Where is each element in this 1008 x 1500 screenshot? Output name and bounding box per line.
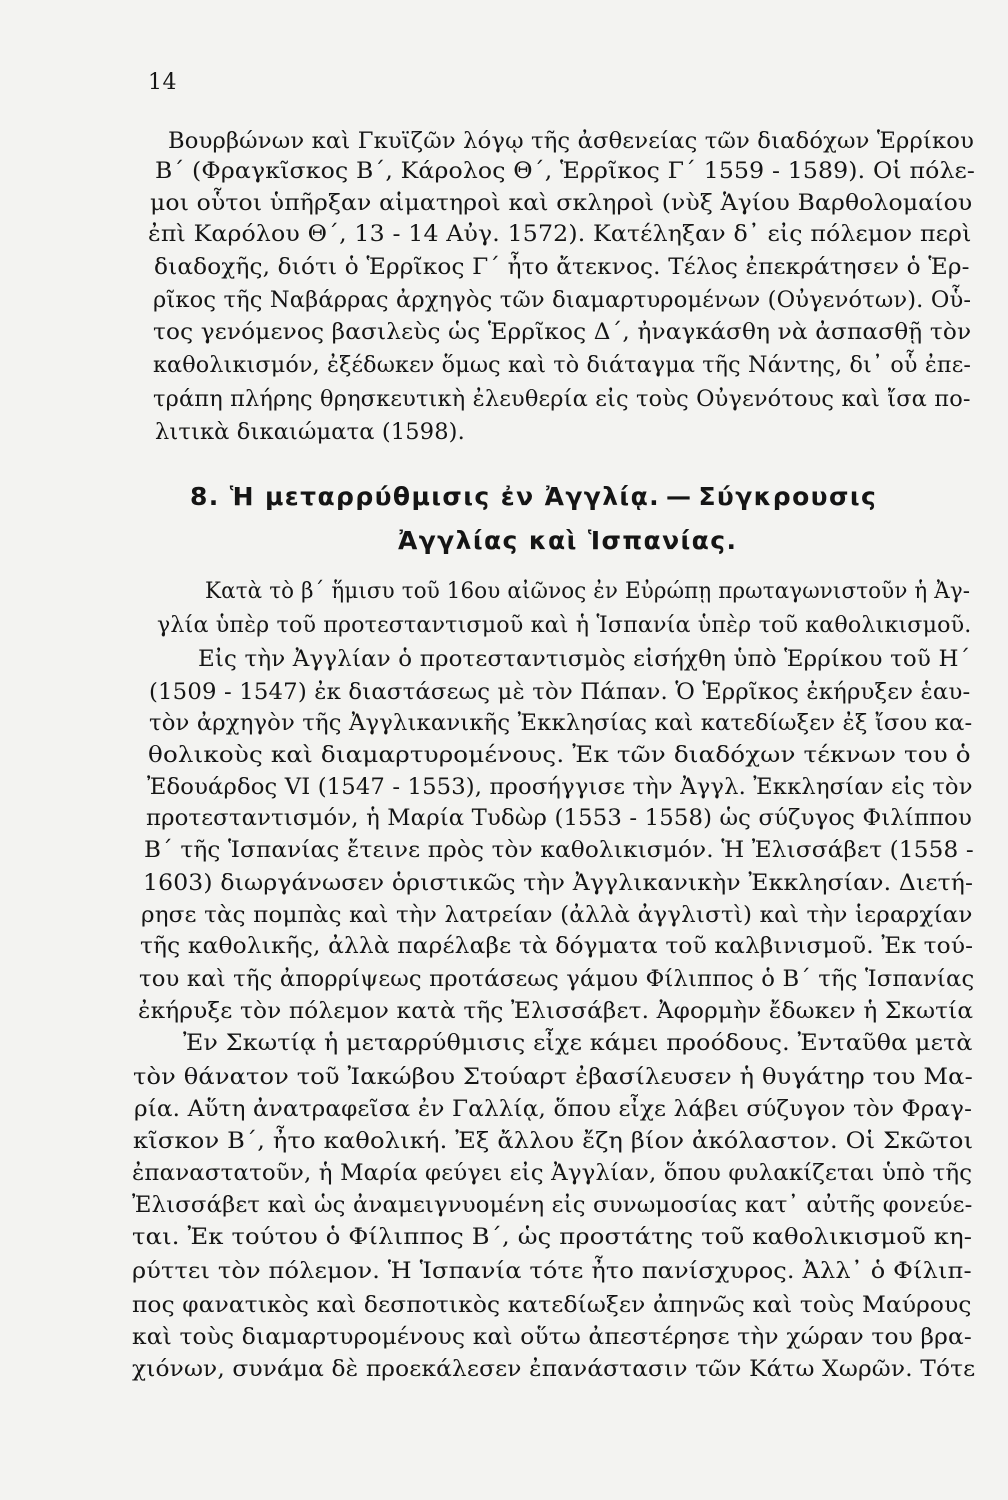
text-line: τράπη πλήρης θρησκευτικὴ ἐλευθερία εἰς τοὺς Οὐγενότους καὶ ἴσα πο- (153, 386, 971, 412)
text-line: ἐπὶ Καρόλου Θ΄, 13 - 14 Αὐγ. 1572). Κατέληξαν δ᾽ εἰς πόλεμον περὶ (148, 221, 972, 247)
text-line: ρῖκος τῆς Ναβάρρας ἀρχηγὸς τῶν διαμαρτυρομένων (Οὐγενότων). Οὗ- (153, 287, 972, 313)
text-line: θολικοὺς καὶ διαμαρτυρομένους. Ἐκ τῶν διαδόχων τέκνων του ὁ (148, 742, 971, 768)
text-line: ρησε τὰς πομπὰς καὶ τὴν λατρείαν (ἀλλὰ ἀγγλιστὶ) καὶ τὴν ἱεραρχίαν (141, 902, 973, 928)
text-line: του καὶ τῆς ἀπορρίψεως προτάσεως γάμου Φίλιππος ὁ Β΄ τῆς Ἱσπανίας (139, 966, 975, 992)
text-line: μοι οὗτοι ὑπῆρξαν αἱματηροὶ καὶ σκληροὶ (νὺξ Ἁγίου Βαρθολομαίου (150, 190, 973, 216)
text-line: ρία. Αὕτη ἀνατραφεῖσα ἐν Γαλλίᾳ, ὅπου εἶχε λάβει σύζυγον τὸν Φραγ- (134, 1096, 973, 1122)
section-number: 8. (190, 482, 220, 511)
text-line: ρύττει τὸν πόλεμον. Ἡ Ἱσπανία τότε ἦτο πανίσχυρος. Ἀλλ᾽ ὁ Φίλιπ- (132, 1258, 972, 1284)
text-line: ἐκήρυξε τὸν πόλεμον κατὰ τῆς Ἐλισσάβετ. Ἀφορμὴν ἔδωκεν ἡ Σκωτία (138, 998, 974, 1024)
text-line: τῆς καθολικῆς, ἀλλὰ παρέλαβε τὰ δόγματα τοῦ καλβινισμοῦ. Ἐκ τού- (140, 933, 974, 959)
text-line: ἐπαναστατοῦν, ἡ Μαρία φεύγει εἰς Ἀγγλίαν, ὅπου φυλακίζεται ὑπὸ τῆς (132, 1160, 973, 1186)
text-line: (1509 - 1547) ἐκ διαστάσεως μὲ τὸν Πάπαν. Ὁ Ἑρρῖκος ἐκήρυξεν ἑαυ- (149, 679, 971, 705)
text-line: χιόνων, συνάμα δὲ προεκάλεσεν ἐπανάστασιν τῶν Κάτω Χωρῶν. Τότε (132, 1356, 976, 1382)
text-line: 1603) διωργάνωσεν ὁριστικῶς τὴν Ἀγγλικανικὴν Ἐκκλησίαν. Διετή- (143, 870, 974, 896)
text-line: Κατὰ τὸ β΄ ἥμισυ τοῦ 16ου αἰῶνος ἐν Εὐρώπῃ πρωταγωνιστοῦν ἡ Ἀγ- (205, 578, 971, 604)
text-line: Ἐν Σκωτίᾳ ἡ μεταρρύθμισις εἶχε κάμει προόδους. Ἐνταῦθα μετὰ (183, 1030, 973, 1056)
text-line: διαδοχῆς, διότι ὁ Ἑρρῖκος Γ΄ ἦτο ἄτεκνος. Τέλος ἐπεκράτησεν ὁ Ἑρ- (154, 254, 970, 280)
section-title-dash: — (666, 482, 693, 511)
text-line: τος γενόμενος βασιλεὺς ὡς Ἑρρῖκος Δ΄, ἠναγκάσθη νὰ ἀσπασθῇ τὸν (153, 319, 972, 345)
page-number: 14 (148, 70, 177, 95)
text-line: Β΄ (Φραγκῖσκος Β΄, Κάρολος Θ΄, Ἑρρῖκος Γ΄ 1559 - 1589). Οἱ πόλε- (155, 158, 976, 184)
text-line: Ἐδουάρδος VI (1547 - 1553), προσήγγισε τὴν Ἀγγλ. Ἐκκλησίαν εἰς τὸν (147, 774, 973, 800)
text-line: Β΄ τῆς Ἱσπανίας ἔτεινε πρὸς τὸν καθολικισμόν. Ἡ Ἐλισσάβετ (1558 - (144, 837, 974, 863)
section-title-part-1: Ἡ μεταρρύθμισις ἐν Ἀγγλίᾳ. (229, 482, 661, 511)
text-line: τὸν ἀρχηγὸν τῆς Ἀγγλικανικῆς Ἐκκλησίας καὶ κατεδίωξεν ἐξ ἴσου κα- (149, 710, 973, 736)
text-line: Εἰς τὴν Ἀγγλίαν ὁ προτεσταντισμὸς εἰσήχθη ὑπὸ Ἑρρίκου τοῦ Η΄ (198, 646, 971, 672)
section-heading-line-2: Ἀγγλίας καὶ Ἱσπανίας. (398, 526, 738, 555)
text-line: τὸν θάνατον τοῦ Ἰακώβου Στούαρτ ἐβασίλευσεν ἡ θυγάτηρ του Μα- (133, 1064, 973, 1090)
text-line: λιτικὰ δικαιώματα (1598). (155, 419, 465, 445)
text-line: καὶ τοὺς διαμαρτυρομένους καὶ οὕτω ἀπεστέρησε τὴν χώραν του βρα- (132, 1324, 972, 1350)
text-line: Βουρβώνων καὶ Γκυϊζῶν λόγῳ τῆς ἀσθενείας τῶν διαδόχων Ἑρρίκου (168, 128, 975, 154)
text-line: προτεσταντισμόν, ἡ Μαρία Τυδὼρ (1553 - 1558) ὡς σύζυγος Φιλίππου (146, 805, 972, 831)
section-heading-line-1 (190, 482, 877, 511)
section-title-part-2: Σύγκρουσις (698, 482, 878, 511)
text-line: ται. Ἐκ τούτου ὁ Φίλιππος Β΄, ὡς προστάτης τοῦ καθολικισμοῦ κη- (132, 1224, 973, 1250)
text-line: πος φανατικὸς καὶ δεσποτικὸς κατεδίωξεν ἀπηνῶς καὶ τοὺς Μαύρους (132, 1292, 972, 1318)
text-line: γλία ὑπὲρ τοῦ προτεσταντισμοῦ καὶ ἡ Ἱσπανία ὑπὲρ τοῦ καθολικισμοῦ. (157, 612, 972, 638)
text-line: Ἐλισσάβετ καὶ ὡς ἀναμειγνυομένη εἰς συνωμοσίας κατ᾽ αὐτῆς φονεύε- (132, 1192, 973, 1218)
text-line: κῖσκον Β΄, ἦτο καθολική. Ἐξ ἄλλου ἔζη βίον ἀκόλαστον. Οἱ Σκῶτοι (133, 1128, 974, 1154)
text-line: καθολικισμόν, ἐξέδωκεν ὅμως καὶ τὸ διάταγμα τῆς Νάντης, δι᾽ οὗ ἐπε- (153, 352, 972, 378)
